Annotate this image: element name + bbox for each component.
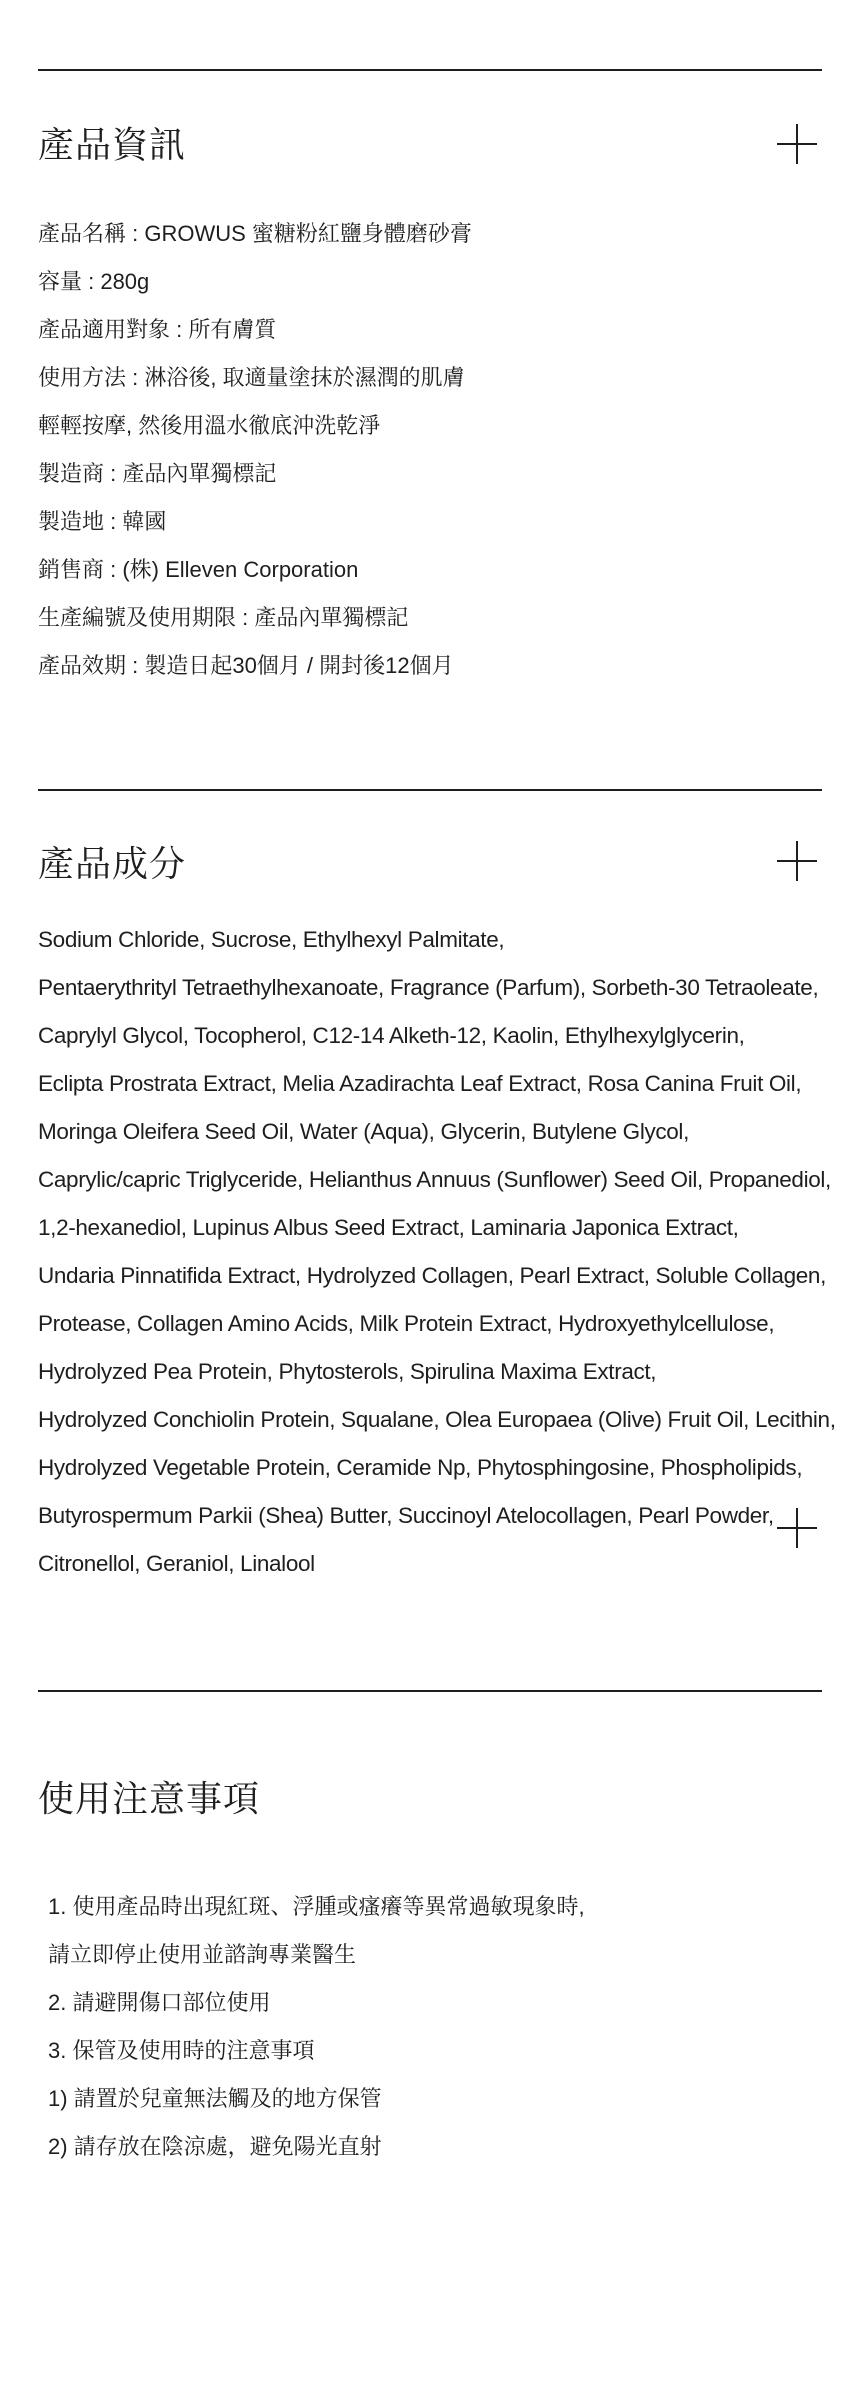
ingredient-line: Eclipta Prostrata Extract, Melia Azadirachta Leaf Extract, Rosa Canina Fruit Oil,: [38, 1071, 802, 1096]
product-info-line: 產品適用對象 : 所有膚質: [38, 317, 277, 342]
ingredients-divider: [38, 789, 822, 791]
ingredients-expand-icon[interactable]: [777, 841, 817, 881]
precautions-list: [48, 1883, 585, 2171]
precaution-line: 2) 請存放在陰涼處，避免陽光直射: [48, 2134, 382, 2159]
ingredient-line: Caprylyl Glycol, Tocopherol, C12-14 Alketh-12, Kaolin, Ethylhexylglycerin,: [38, 1023, 745, 1048]
ingredient-line: Sodium Chloride, Sucrose, Ethylhexyl Palmitate,: [38, 927, 505, 952]
ingredient-line: 1,2-hexanediol, Lupinus Albus Seed Extract, Laminaria Japonica Extract,: [38, 1215, 739, 1240]
top-divider: [38, 69, 822, 71]
precaution-line: 1. 使用產品時出現紅斑、浮腫或瘙癢等異常過敏現象時,: [48, 1894, 585, 1919]
precaution-line: 1) 請置於兒童無法觸及的地方保管: [48, 2086, 382, 2111]
ingredient-line: Hydrolyzed Pea Protein, Phytosterols, Spirulina Maxima Extract,: [38, 1359, 657, 1384]
product-info-title: 產品資訊: [38, 124, 187, 165]
ingredient-line: Hydrolyzed Vegetable Protein, Ceramide Np, Phytosphingosine, Phospholipids,: [38, 1455, 803, 1480]
ingredient-line: Protease, Collagen Amino Acids, Milk Protein Extract, Hydroxyethylcellulose,: [38, 1311, 775, 1336]
product-info-line: 製造商 : 產品內單獨標記: [38, 461, 277, 486]
ingredient-line: Pentaerythrityl Tetraethylhexanoate, Fragrance (Parfum), Sorbeth-30 Tetraoleate,: [38, 975, 819, 1000]
product-info-expand-icon[interactable]: [777, 124, 817, 164]
product-info-line: 製造地 : 韓國: [38, 509, 167, 534]
product-info-line: 容量 : 280g: [38, 269, 150, 294]
ingredient-line: Butyrospermum Parkii (Shea) Butter, Succinoyl Atelocollagen, Pearl Powder,: [38, 1503, 774, 1528]
ingredient-line: Hydrolyzed Conchiolin Protein, Squalane, Olea Europaea (Olive) Fruit Oil, Lecithin,: [38, 1407, 836, 1432]
ingredient-line: Undaria Pinnatifida Extract, Hydrolyzed Collagen, Pearl Extract, Soluble Collagen,: [38, 1263, 826, 1288]
product-info-list: [38, 210, 472, 690]
product-info-line: 銷售商 : (株) Elleven Corporation: [38, 557, 359, 582]
ingredient-line: Moringa Oleifera Seed Oil, Water (Aqua), Glycerin, Butylene Glycol,: [38, 1119, 689, 1144]
ingredient-line: Citronellol, Geraniol, Linalool: [38, 1551, 315, 1576]
precaution-line: 2. 請避開傷口部位使用: [48, 1990, 271, 2015]
precaution-line: 請立即停止使用並諮詢專業醫生: [48, 1942, 357, 1967]
precautions-divider: [38, 1690, 822, 1692]
product-info-line: 產品效期 : 製造日起30個月 / 開封後12個月: [38, 653, 454, 678]
precaution-line: 3. 保管及使用時的注意事項: [48, 2038, 315, 2063]
product-info-line: 產品名稱 : GROWUS 蜜糖粉紅鹽身體磨砂膏: [38, 221, 472, 246]
product-info-line: 輕輕按摩, 然後用溫水徹底沖洗乾淨: [38, 413, 381, 438]
product-info-line: 使用方法 : 淋浴後, 取適量塗抹於濕潤的肌膚: [38, 365, 465, 390]
ingredients-title: 產品成分: [38, 843, 187, 884]
ingredient-line: Caprylic/capric Triglyceride, Helianthus Annuus (Sunflower) Seed Oil, Propanediol,: [38, 1167, 831, 1192]
ingredients-list: [38, 916, 836, 1588]
precautions-title: 使用注意事項: [38, 1778, 261, 1819]
precautions-expand-icon[interactable]: [777, 1508, 817, 1548]
product-info-line: 生產編號及使用期限 : 產品內單獨標記: [38, 605, 409, 630]
